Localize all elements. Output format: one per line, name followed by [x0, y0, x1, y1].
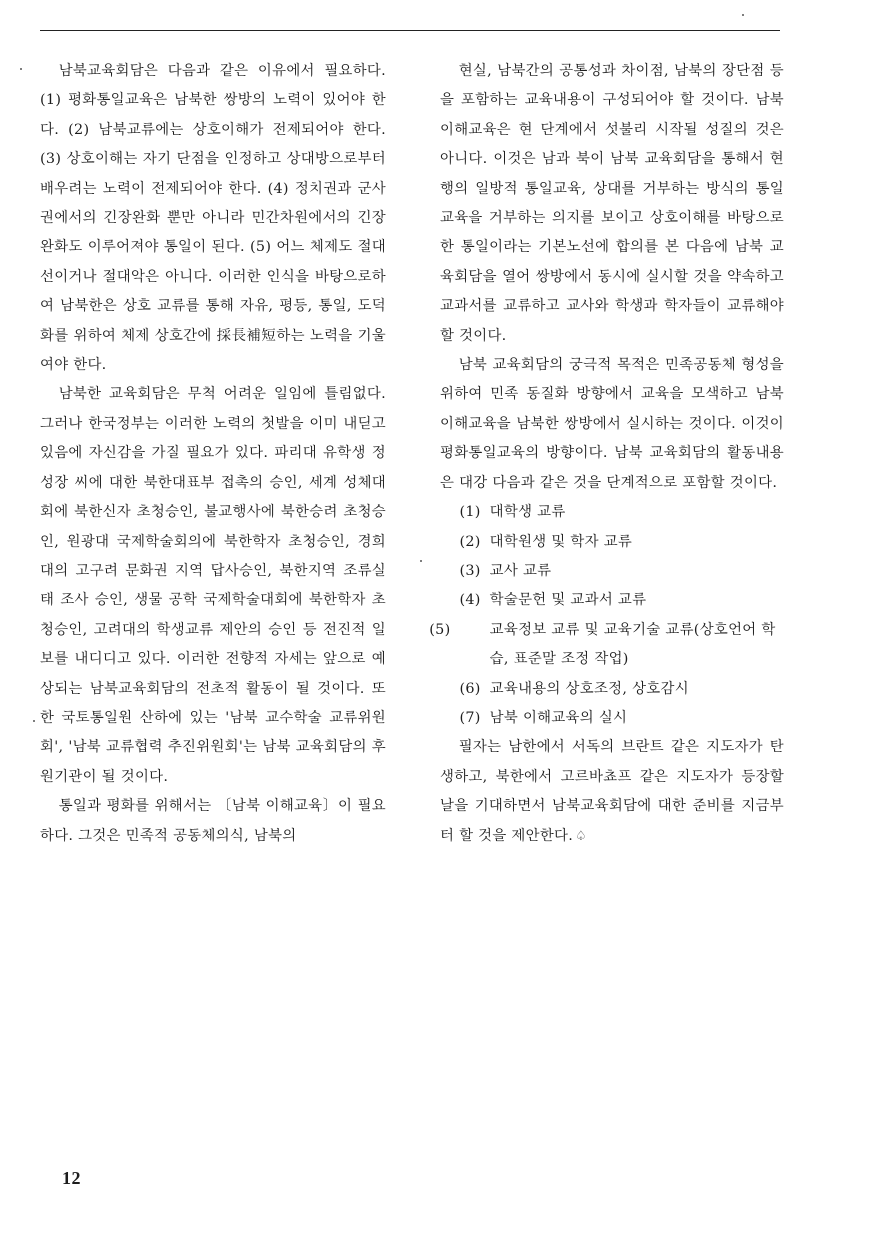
list-item: (6) 교육내용의 상호조정, 상호감시 — [459, 680, 689, 697]
activity-list — [429, 498, 784, 733]
paragraph-understanding-education: 통일과 평화를 위해서는 〔남북 이해교육〕이 필요하다. 그것은 민족적 공동체의식, 남북의 — [40, 798, 386, 844]
list-item: (1) 대학생 교류 — [459, 504, 566, 521]
page-number: 12 — [62, 1168, 81, 1188]
paragraph-reasons: 남북교육회담은 다음과 같은 이유에서 필요하다. (1) 평화통일교육은 남북한 쌍방의 노력이 있어야 한다. (2) 남북교류에는 상호이해가 전제되어야 한다. (3) 상호이해는 자기 단점을 인정하고 상대방으로부터 배우려는 노력이 전제되어야 한다. (4) 정치권과 군사권에서의 긴장완화 뿐만 아니라 민간차원에서의 긴장완화도 이루어져야 통일이 된다. (5) 어느 체제도 절대선이거나 절대악은 아니다. 이러한 인식을 바탕으로하여 남북한은 상호 교류를 통해 자유, 평등, 통일, 도덕화를 위하여 체제 상호간에 採長補短하는 노력을 기울여야 한다. — [40, 63, 386, 374]
scan-speck — [742, 14, 744, 16]
paragraph-difficulty: 남북한 교육회담은 무척 어려운 일임에 틀림없다. 그러나 한국정부는 이러한 노력의 첫발을 이미 내딛고 있음에 자신감을 가질 필요가 있다. 파리대 유학생 정성장 씨에 대한 북한대표부 접촉의 승인, 세계 성체대회에 북한신자 초청승인, 불교행사에 북한승려 초청승인, 원광대 국제학술회의에 북한학자 초청승인, 경희대의 고구려 문화권 지역 답사승인, 북한지역 조류실태 조사 승인, 생물 공학 국제학술대회에 북한학자 초청승인, 고려대의 학생교류 제안의 승인 등 전진적 일보를 내디디고 있다. 이러한 전향적 자세는 앞으로 예상되는 남북교육회담의 전초적 활동이 될 것이다. 또한 국토통일원 산하에 있는 '남북 교수학술 교류위원회', '남북 교류협력 추진위원회'는 남북 교육회담의 후원기관이 될 것이다. — [40, 386, 386, 785]
left-column — [40, 57, 386, 851]
scan-speck — [20, 68, 22, 70]
list-item: (3) 교사 교류 — [459, 562, 552, 579]
paragraph-continuation: 현실, 남북간의 공통성과 차이점, 남북의 장단점 등을 포함하는 교육내용이 구성되어야 할 것이다. 남북 이해교육은 현 단계에서 섯불리 시작될 성질의 것은 아니다. 이것은 남과 북이 남북 교육회담을 통해서 현행의 일방적 통일교육, 상대를 거부하는 방식의 통일교육을 거부하는 의지를 보이고 상호이해를 바탕으로 한 통일이라는 기본노선에 합의를 본 다음에 남북 교육회담을 열어 쌍방에서 동시에 실시할 것을 약속하고 교과서를 교류하고 교사와 학생과 학자들이 교류해야 할 것이다. — [440, 63, 784, 344]
list-item: (7) 남북 이해교육의 실시 — [459, 709, 628, 726]
scan-speck — [420, 560, 422, 562]
paragraph-ultimate-goal: 남북 교육회담의 궁극적 목적은 민족공동체 형성을 위하여 민족 동질화 방향에서 교육을 모색하고 남북 이해교육을 남북한 쌍방에서 실시하는 것이다. 이것이 평화통일교육의 방향이다. 남북 교육회담의 활동내용은 대강 다음과 같은 것을 단계적으로 포함할 것이다. — [440, 357, 784, 491]
paragraph-closing — [440, 733, 784, 851]
list-item: (4) 학술문헌 및 교과서 교류 — [459, 592, 647, 609]
end-mark-icon: ♤ — [575, 828, 588, 844]
list-item: (5) 교육정보 교류 및 교육기술 교류(상호언어 학습, 표준말 조정 작업) — [429, 621, 776, 668]
right-column — [429, 57, 784, 851]
scan-speck — [33, 720, 35, 722]
list-item: (2) 대학원생 및 학자 교류 — [459, 533, 633, 550]
closing-text: 필자는 남한에서 서독의 브란트 같은 지도자가 탄생하고, 북한에서 고르바쵸프 같은 지도자가 등장할 날을 기대하면서 남북교육회담에 대한 준비를 지금부터 할 것을 제안한다. — [440, 739, 784, 844]
top-rule — [40, 30, 780, 31]
